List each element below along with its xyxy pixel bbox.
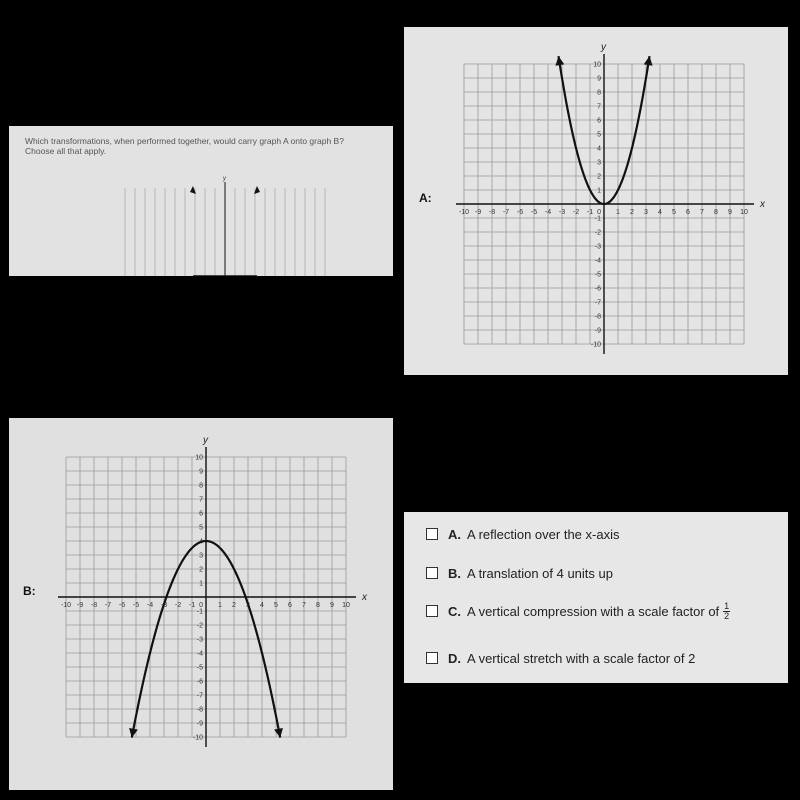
choice-text: A reflection over the x-axis [467, 526, 620, 542]
arrowhead [644, 56, 653, 66]
x-tick-label: -10 [458, 209, 470, 216]
x-tick-label: -5 [132, 602, 140, 609]
y-tick-label: -2 [594, 229, 601, 237]
y-tick-label: 7 [199, 496, 203, 504]
y-tick-label: 5 [597, 131, 601, 139]
choice-b[interactable] [426, 563, 613, 583]
checkbox[interactable] [426, 528, 438, 540]
y-tick-label: 6 [597, 117, 601, 125]
y-tick-label: 10 [195, 454, 203, 462]
y-tick-label: 4 [199, 538, 203, 546]
x-tick-label: 7 [302, 602, 306, 609]
x-tick-label: 3 [246, 602, 250, 609]
graph-a-preview [9, 126, 393, 276]
x-tick-label: 5 [274, 602, 278, 609]
y-tick-label: 3 [199, 552, 203, 560]
y-axis-label: y [601, 42, 606, 53]
arrowhead [274, 728, 283, 738]
y-tick-label: -7 [196, 692, 203, 700]
y-tick-label: 1 [597, 187, 601, 195]
x-tick-label: -2 [572, 209, 580, 216]
y-tick-label: 1 [199, 580, 203, 588]
x-tick-label: 1 [616, 209, 620, 216]
y-tick-label: -3 [594, 243, 601, 251]
x-tick-label: -6 [516, 209, 524, 216]
y-tick-label: 8 [597, 89, 601, 97]
y-tick-label: -8 [196, 706, 203, 714]
y-tick-label: 10 [593, 61, 601, 69]
choice-letter: D. [448, 650, 461, 666]
y-tick-label: 5 [199, 524, 203, 532]
y-tick-label: -9 [594, 327, 601, 335]
x-tick-label: 2 [232, 602, 236, 609]
y-tick-label: -10 [590, 341, 601, 349]
choice-letter: A. [448, 526, 461, 542]
y-tick-label: -1 [594, 215, 601, 223]
graph-b [9, 418, 393, 790]
x-tick-label: -6 [118, 602, 126, 609]
checkbox[interactable] [426, 652, 438, 664]
x-tick-label: -3 [160, 602, 168, 609]
x-tick-label: -7 [104, 602, 112, 609]
arrowhead [129, 728, 138, 738]
y-tick-label: -5 [594, 271, 601, 279]
fraction [723, 602, 730, 621]
y-tick-label: -4 [594, 257, 601, 265]
y-tick-label: 2 [199, 566, 203, 574]
y-tick-label: -2 [196, 622, 203, 630]
graph-b-panel [9, 418, 393, 790]
choice-letter: C. [448, 603, 461, 619]
x-axis-label: x [760, 199, 765, 210]
x-tick-label: 8 [714, 209, 718, 216]
x-tick-label: 9 [330, 602, 334, 609]
y-tick-label: 3 [597, 159, 601, 167]
y-tick-label: -6 [594, 285, 601, 293]
fraction-numerator: 1 [724, 600, 730, 611]
x-tick-label: -10 [60, 602, 72, 609]
choice-letter: B. [448, 565, 461, 581]
x-axis-label: x [362, 592, 367, 603]
choice-c[interactable] [426, 601, 730, 621]
x-tick-label: 2 [630, 209, 634, 216]
y-tick-label: -9 [196, 720, 203, 728]
x-tick-label: 6 [686, 209, 690, 216]
y-tick-label: -5 [196, 664, 203, 672]
x-tick-label: -9 [474, 209, 482, 216]
x-tick-label: 10 [342, 602, 350, 609]
x-tick-label: -5 [530, 209, 538, 216]
x-tick-label: 1 [218, 602, 222, 609]
origin-label: 0 [199, 602, 203, 609]
x-tick-label: 7 [700, 209, 704, 216]
x-tick-label: 4 [260, 602, 264, 609]
x-tick-label: 10 [740, 209, 748, 216]
x-tick-label: 8 [316, 602, 320, 609]
x-tick-label: -4 [146, 602, 154, 609]
x-tick-label: 5 [672, 209, 676, 216]
y-tick-label: 6 [199, 510, 203, 518]
origin-label: 0 [597, 209, 601, 216]
y-tick-label: 4 [597, 145, 601, 153]
arrowhead [555, 56, 564, 66]
y-tick-label: -1 [196, 608, 203, 616]
y-tick-label: 7 [597, 103, 601, 111]
x-tick-label: 4 [658, 209, 662, 216]
x-tick-label: -1 [188, 602, 196, 609]
choice-d[interactable] [426, 648, 695, 668]
y-axis-label: y [223, 176, 226, 182]
y-tick-label: -6 [196, 678, 203, 686]
checkbox[interactable] [426, 605, 438, 617]
fraction-denominator: 2 [724, 610, 730, 621]
graph-a [404, 27, 788, 375]
question-panel [9, 126, 393, 276]
x-tick-label: 6 [288, 602, 292, 609]
choices-panel [404, 512, 788, 683]
checkbox[interactable] [426, 567, 438, 579]
y-tick-label: -8 [594, 313, 601, 321]
y-tick-label: -3 [196, 636, 203, 644]
y-tick-label: -10 [192, 734, 203, 742]
y-tick-label: 9 [199, 468, 203, 476]
graph-a-label: A: [419, 191, 432, 205]
y-tick-label: 8 [199, 482, 203, 490]
choice-a[interactable] [426, 524, 619, 544]
x-tick-label: -7 [502, 209, 510, 216]
x-tick-label: -3 [558, 209, 566, 216]
choice-text: A vertical compression with a scale factor of [467, 603, 720, 619]
y-axis-label: y [203, 435, 208, 446]
y-tick-label: -4 [196, 650, 203, 658]
y-tick-label: 2 [597, 173, 601, 181]
x-tick-label: -2 [174, 602, 182, 609]
choice-text: A vertical stretch with a scale factor of 2 [467, 650, 696, 666]
x-tick-label: 3 [644, 209, 648, 216]
x-tick-label: -8 [90, 602, 98, 609]
x-tick-label: -9 [76, 602, 84, 609]
x-tick-label: -4 [544, 209, 552, 216]
graph-b-label: B: [23, 584, 36, 598]
y-tick-label: 9 [597, 75, 601, 83]
x-tick-label: 9 [728, 209, 732, 216]
y-tick-label: -7 [594, 299, 601, 307]
x-tick-label: -1 [586, 209, 594, 216]
graph-a-panel [404, 27, 788, 375]
question-text: Which transformations, when performed together, would carry graph A onto graph B? Choose all that apply. [25, 136, 344, 156]
x-tick-label: -8 [488, 209, 496, 216]
choice-text: A translation of 4 units up [467, 565, 613, 581]
